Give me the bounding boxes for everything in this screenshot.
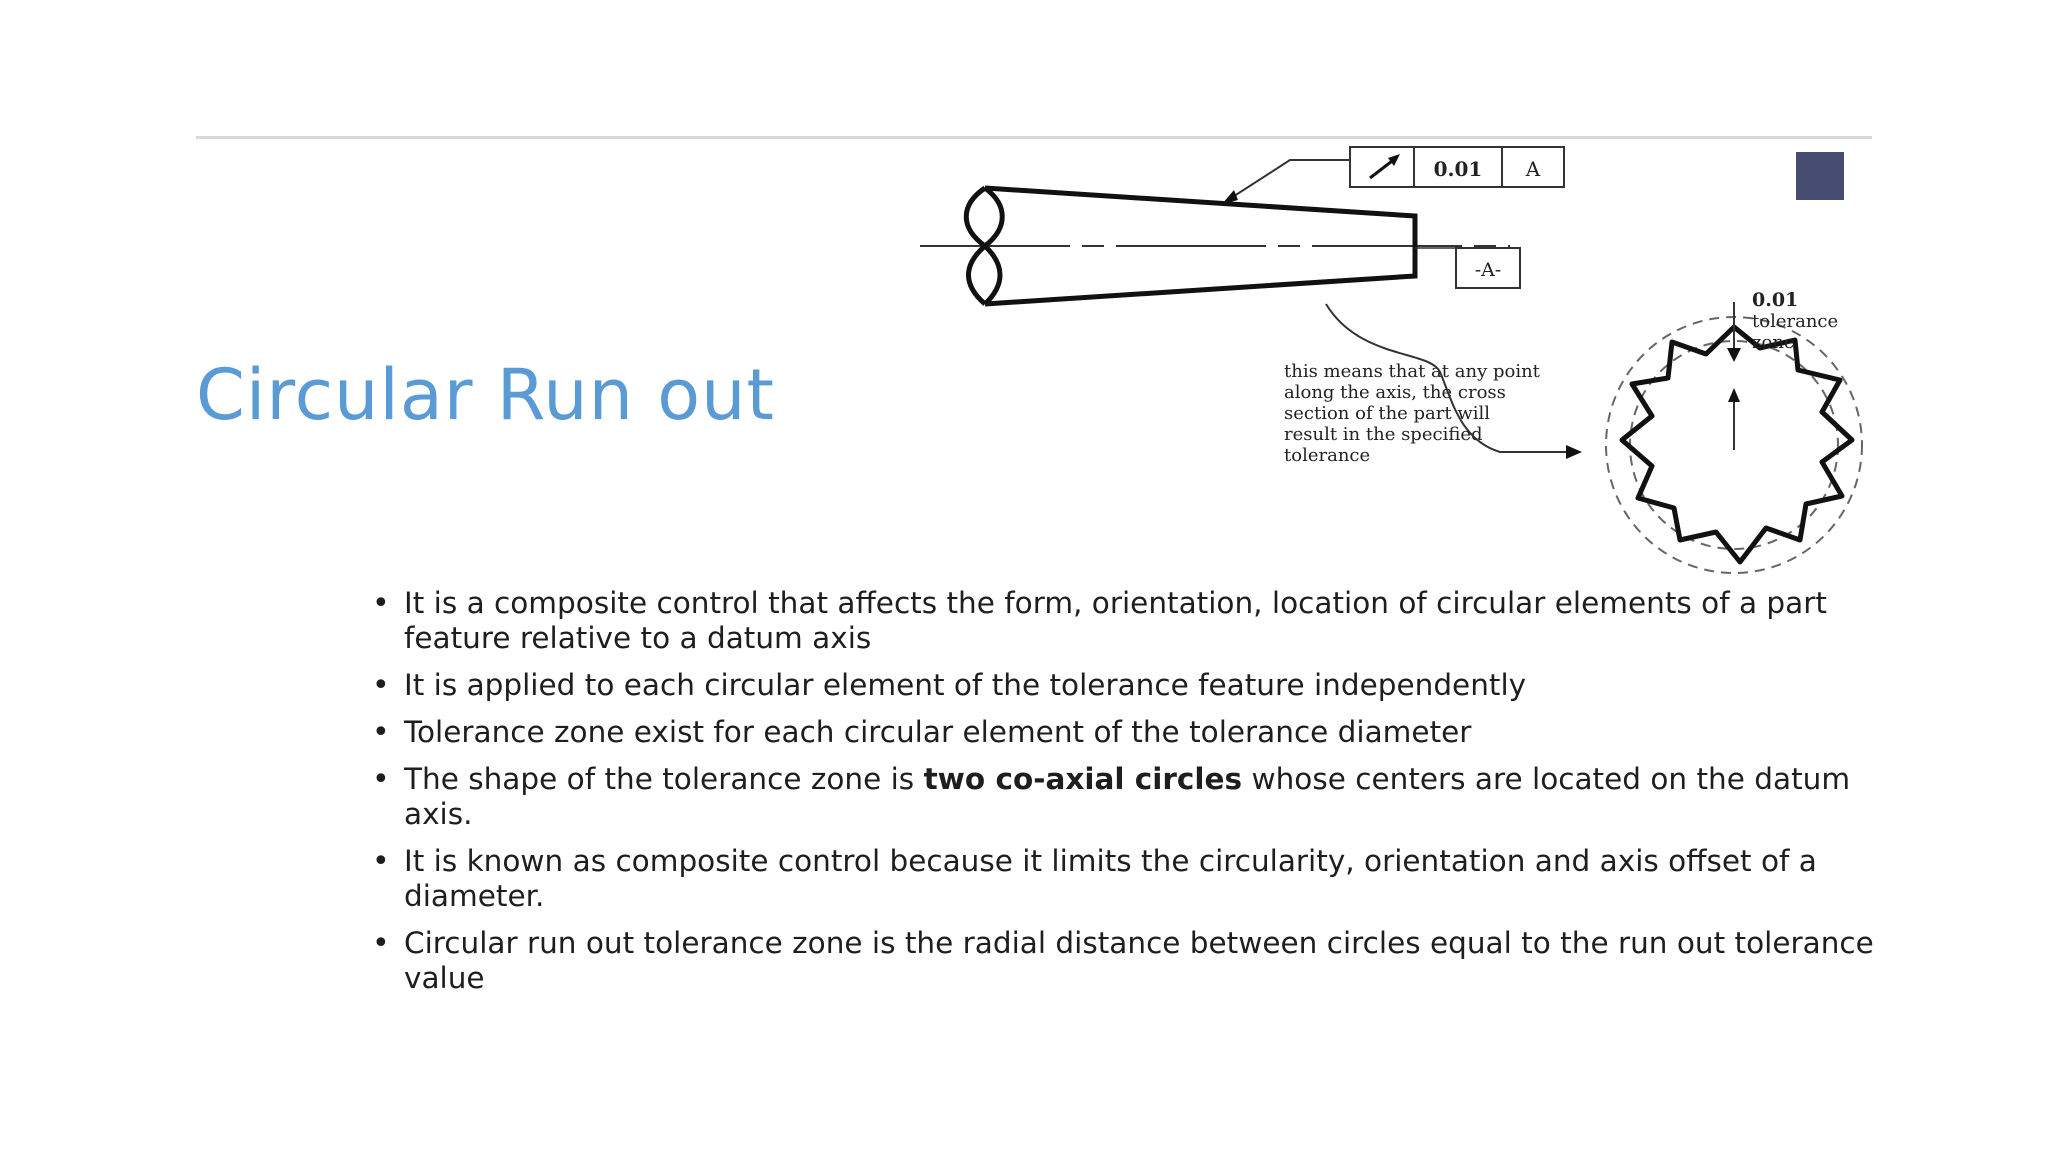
bullet-list	[372, 586, 1882, 1008]
tolerance-zone-section	[1606, 302, 1862, 573]
note-line: along the axis, the cross	[1284, 382, 1506, 403]
note-line: section of the part will	[1284, 403, 1491, 424]
zone-label: zone	[1752, 332, 1795, 353]
bullet-text: The shape of the tolerance zone is	[404, 762, 924, 796]
frame-datum: A	[1525, 157, 1541, 181]
bullet-item	[372, 762, 1882, 832]
datum-box	[1456, 248, 1520, 288]
frame-leader	[1228, 160, 1350, 200]
bullet-item: • It is a composite control that affects the form, orientation, location of circular elements of a part feature relative to a datum axis	[372, 586, 1882, 656]
bullet-item: • It is applied to each circular element of the tolerance feature independently	[372, 668, 1882, 703]
frame-value: 0.01	[1433, 157, 1483, 181]
note-line: tolerance	[1284, 445, 1371, 466]
bullet-emphasis: two co-axial circles	[923, 762, 1243, 796]
wavy-profile	[1622, 327, 1852, 562]
explanation-note	[1284, 361, 1541, 466]
bullet-item: • Tolerance zone exist for each circular element of the tolerance diameter	[372, 715, 1882, 750]
datum-label: -A-	[1474, 259, 1502, 281]
zone-value: 0.01	[1752, 289, 1799, 311]
bullet-item: • It is known as composite control because it limits the circularity, orientation and axis offset of a diameter.	[372, 844, 1882, 914]
note-line: result in the specified	[1284, 424, 1483, 445]
feature-control-frame	[1350, 147, 1564, 187]
note-line: this means that at any point	[1284, 361, 1540, 382]
zone-label: tolerance	[1752, 311, 1839, 332]
bullet-item: • Circular run out tolerance zone is the radial distance between circles equal to the run out tolerance value	[372, 926, 1882, 996]
bullet-text: whose centers are located on the datum axis.	[404, 762, 1851, 831]
slide-title: Circular Run out	[196, 354, 775, 436]
